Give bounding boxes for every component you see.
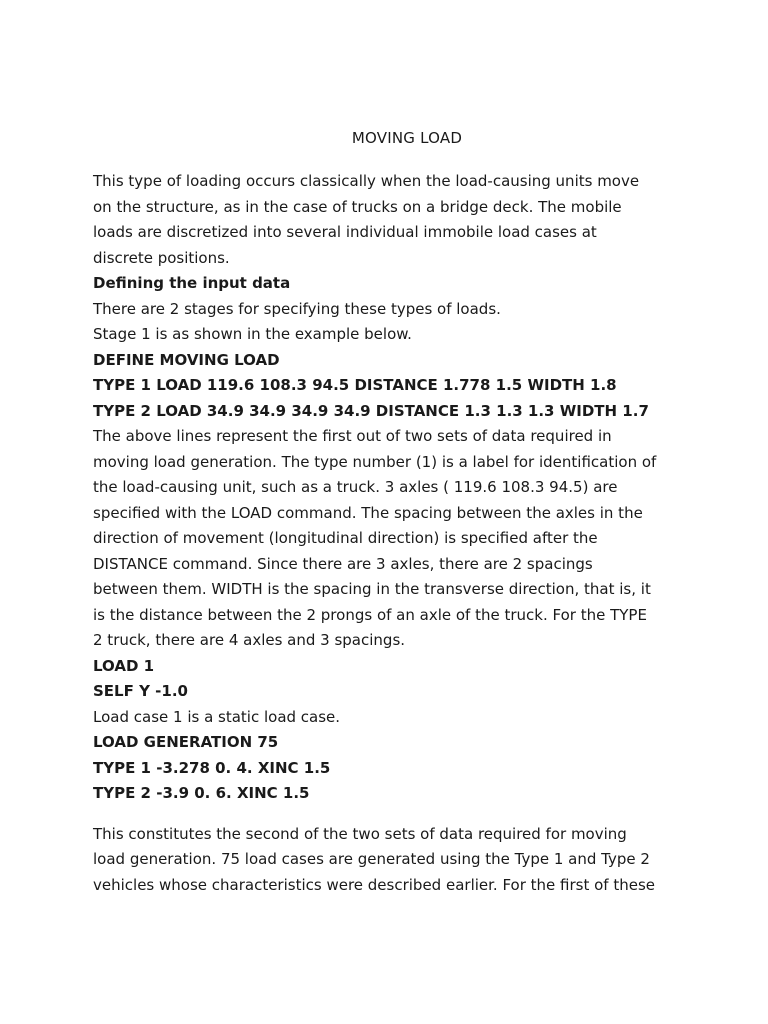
stages-line: There are 2 stages for specifying these types of loads. xyxy=(93,299,501,318)
text-line: DISTANCE command. Since there are 3 axles, there are 2 spacings xyxy=(93,554,593,573)
text-line: load generation. 75 load cases are generated using the Type 1 and Type 2 xyxy=(93,850,650,868)
text-line: This constitutes the second of the two sets of data required for moving xyxy=(93,824,627,843)
code-line: TYPE 2 -3.9 0. 6. XINC 1.5 xyxy=(93,784,310,802)
code-line: TYPE 1 LOAD 119.6 108.3 94.5 DISTANCE 1.778 1.5 WIDTH 1.8 xyxy=(93,376,617,394)
text-line: is the distance between the 2 prongs of an axle of the truck. For the TYPE xyxy=(93,605,647,624)
document-body xyxy=(93,169,693,898)
section-heading: Defining the input data xyxy=(93,274,291,292)
text-line: on the structure, as in the case of trucks on a bridge deck. The mobile xyxy=(93,197,622,216)
text-line: The above lines represent the first out of two sets of data required in xyxy=(93,427,612,445)
page-title: MOVING LOAD xyxy=(351,129,463,147)
code-line: LOAD GENERATION 75 xyxy=(93,733,279,751)
code-line: TYPE 2 LOAD 34.9 34.9 34.9 34.9 DISTANCE 1.3 1.3 1.3 WIDTH 1.7 xyxy=(93,401,649,420)
static-load-line: Load case 1 is a static load case. xyxy=(93,707,341,726)
code-block-load-1 xyxy=(93,654,693,705)
text-line: direction of movement (longitudinal direction) is specified after the xyxy=(93,529,598,547)
stage1-line: Stage 1 is as shown in the example below. xyxy=(93,325,412,343)
code-line: DEFINE MOVING LOAD xyxy=(93,350,280,369)
text-line: 2 truck, there are 4 axles and 3 spacings. xyxy=(93,631,406,649)
text-line: vehicles whose characteristics were described earlier. For the first of these xyxy=(93,875,656,894)
code-line: LOAD 1 xyxy=(93,656,155,675)
closing-paragraph xyxy=(93,822,693,899)
intro-paragraph xyxy=(93,169,693,271)
text-line: specified with the LOAD command. The spacing between the axles in the xyxy=(93,503,643,522)
explanation-paragraph xyxy=(93,424,693,654)
code-block-load-generation xyxy=(93,730,693,807)
code-line: SELF Y -1.0 xyxy=(93,682,188,700)
text-line: discrete positions. xyxy=(93,248,230,267)
text-line: the load-causing unit, such as a truck. 3 axles ( 119.6 108.3 94.5) are xyxy=(93,478,618,496)
text-line: between them. WIDTH is the spacing in the transverse direction, that is, it xyxy=(93,580,651,598)
code-block-define-moving-load xyxy=(93,348,693,425)
code-line: TYPE 1 -3.278 0. 4. XINC 1.5 xyxy=(93,758,331,777)
text-line: This type of loading occurs classically when the load-causing units move xyxy=(93,172,640,190)
text-line: moving load generation. The type number (1) is a label for identification of xyxy=(93,452,657,471)
text-line: loads are discretized into several individual immobile load cases at xyxy=(93,223,597,241)
